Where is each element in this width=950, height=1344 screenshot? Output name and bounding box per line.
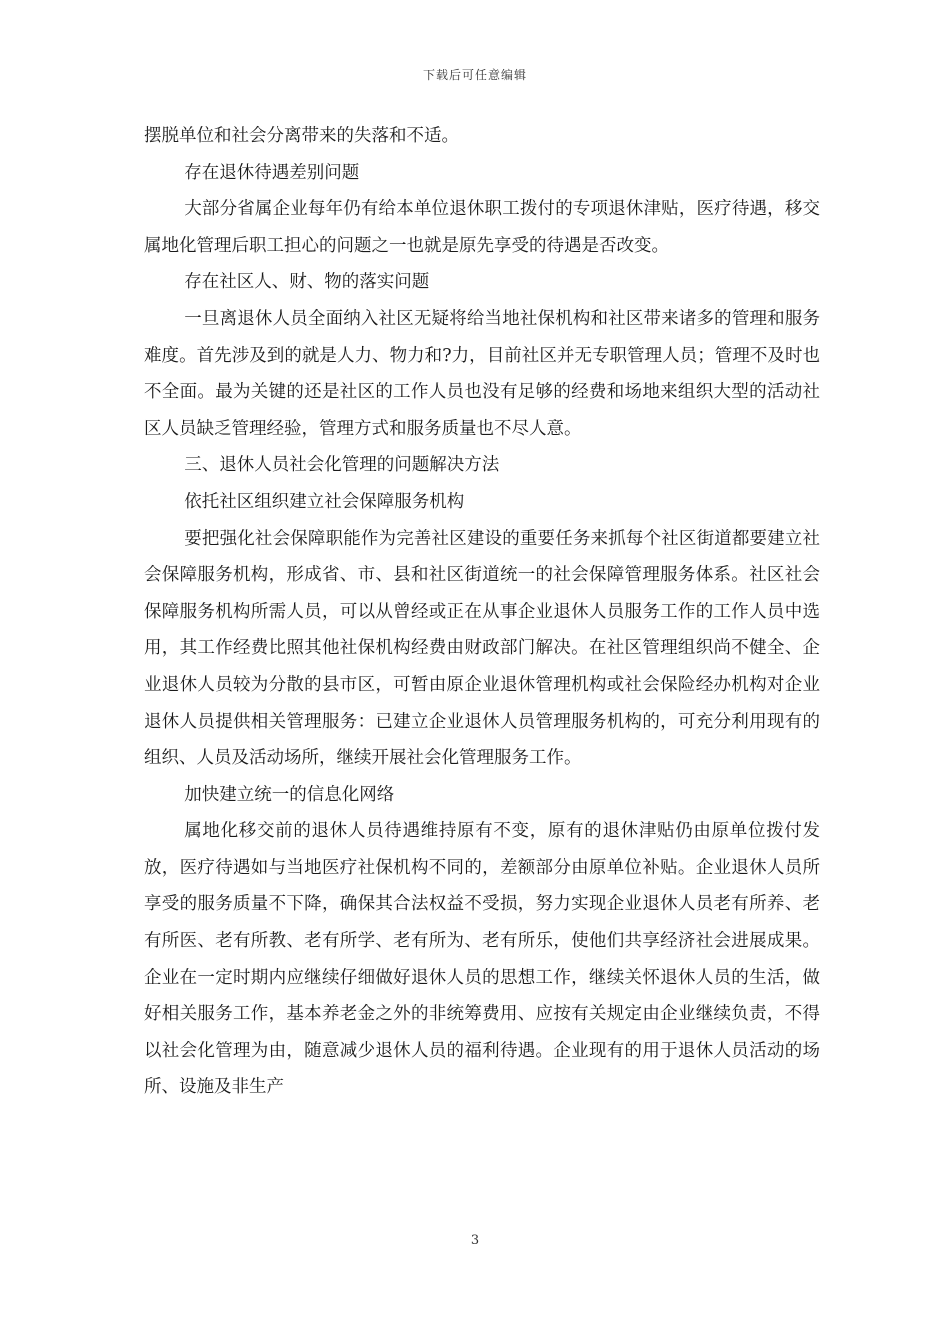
document-body <box>144 118 820 1106</box>
section-heading: 存在社区人、财、物的落实问题 <box>184 272 430 293</box>
page-number: 3 <box>470 1233 480 1248</box>
section-heading: 加快建立统一的信息化网络 <box>184 784 395 805</box>
body-paragraph: 要把强化社会保障职能作为完善社区建设的重要任务来抓每个社区街道都要建立社会保障服务机构，形成省、市、县和社区街道统一的社会保障管理服务体系。社区社会保障服务机构所需人员，可以从曾经或正在从事企业退休人员服务工作的工作人员中选用，其工作经费比照其他社保机构经费由财政部门解决。在社区管理组织尚不健全、企业退休人员较为分散的县市区，可暂由原企业退休管理机构或社会保险经办机构对企业退休人员提供相关管理服务：已建立企业退休人员管理服务机构的，可充分利用现有的组织、人员及活动场所，继续开展社会化管理服务工作。 <box>144 528 820 769</box>
section-heading: 依托社区组织建立社会保障服务机构 <box>184 491 465 512</box>
body-paragraph: 大部分省属企业每年仍有给本单位退休职工拨付的专项退休津贴，医疗待遇，移交属地化管理后职工担心的问题之一也就是原先享受的待遇是否改变。 <box>144 199 820 256</box>
body-paragraph: 一旦离退休人员全面纳入社区无疑将给当地社保机构和社区带来诸多的管理和服务难度。首先涉及到的就是人力、物力和?力，目前社区并无专职管理人员；管理不及时也不全面。最为关键的还是社区的工作人员也没有足够的经费和场地来组织大型的活动社区人员缺乏管理经验，管理方式和服务质量也不尽人意。 <box>144 308 820 439</box>
continuation-paragraph: 摆脱单位和社会分离带来的失落和不适。 <box>144 126 459 146</box>
section-heading: 存在退休待遇差别问题 <box>184 162 360 183</box>
page-header: 下载后可任意编辑 <box>422 68 527 82</box>
body-paragraph: 属地化移交前的退休人员待遇维持原有不变，原有的退休津贴仍由原单位拨付发放，医疗待遇如与当地医疗社保机构不同的，差额部分由原单位补贴。企业退休人员所享受的服务质量不下降，确保其合法权益不受损，努力实现企业退休人员老有所养、老有所医、老有所教、老有所学、老有所为、老有所乐，使他们共享经济社会进展成果。企业在一定时期内应继续仔细做好退休人员的思想工作，继续关怀退休人员的生活，做好相关服务工作，基本养老金之外的非统筹费用、应按有关规定由企业继续负责，不得以社会化管理为由，随意减少退休人员的福利待遇。企业现有的用于退休人员活动的场所、设施及非生产 <box>144 821 820 1098</box>
chapter-heading: 三、退休人员社会化管理的问题解决方法 <box>184 455 500 476</box>
